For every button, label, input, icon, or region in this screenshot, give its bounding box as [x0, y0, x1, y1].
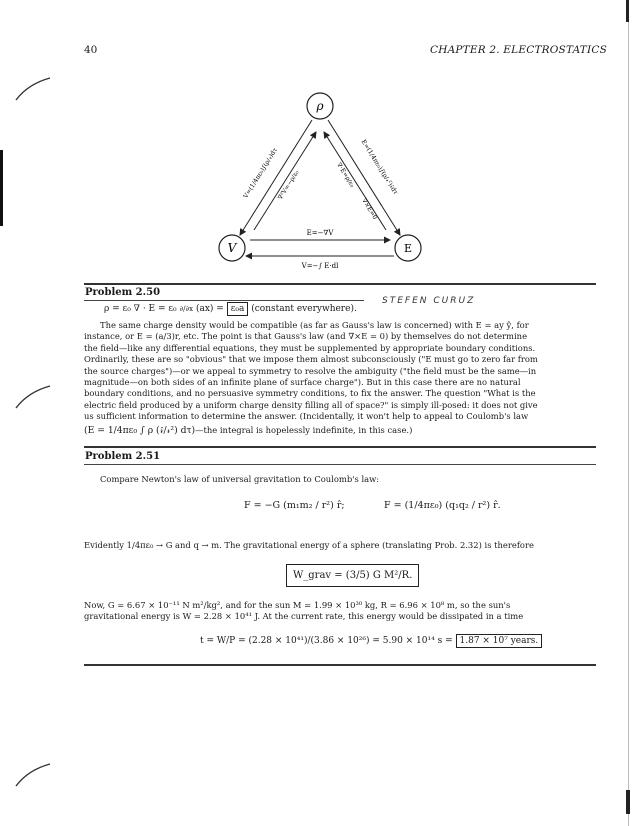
body-line: boundary conditions, and no persuasive symmetry conditions, to fix the answer. The question "What is the [84, 388, 536, 399]
body-line: magnitude—on both sides of an infinite plane of surface charge"). But in this case there are no natural [84, 377, 521, 388]
body-line: Now, G = 6.67 × 10⁻¹¹ N m²/kg², and for the sun M = 1.99 × 10³⁰ kg, R = 6.96 × 10⁸ m, so the sun's [84, 600, 511, 610]
body-last-line [84, 425, 596, 436]
problem-251-body [84, 600, 596, 623]
eq-boxed-answer: ε₀a [227, 302, 249, 316]
node-e-label: E [403, 242, 413, 255]
margin-mark-mid-left [14, 382, 54, 412]
arrow-rho-to-v [240, 120, 312, 235]
coulomb-law-equation: F = (1/4πε₀) (q₁q₂ / r²) r̂. [384, 500, 501, 511]
body-line: the field—like any differential equations, they must be supplemented by appropriate boundary conditions. [84, 342, 536, 353]
body-line: the source charges")—or we appeal to symmetry to resolve the ambiguity ("the field must be the same—in [84, 365, 537, 376]
chapter-heading: CHAPTER 2. ELECTROSTATICS [430, 44, 607, 56]
rule-problem-250-top [84, 283, 596, 285]
body-line: electric field produced by a uniform charge density filling all of space?" is simply ill-posed: it does not give [84, 399, 538, 410]
time-expression: t = W/P = (2.28 × 10⁴¹)/(3.86 × 10²⁶) = 5.90 × 10¹⁴ s = [200, 636, 453, 646]
margin-mark-top-left [14, 74, 54, 104]
label-poisson-equation: ∇²V=−ρ/ε₀ [277, 169, 301, 202]
rule-problem-250-bottom [84, 300, 364, 301]
problem-251-title: Problem 2.51 [85, 451, 161, 462]
node-rho-label: ρ [316, 99, 324, 113]
problem-250-body [84, 320, 596, 436]
handwritten-note: STEFEN CURUZ [382, 296, 476, 306]
label-e-from-rho-integral: E=(1/4πε₀)∫(ρ/𝓇²)𝓇̂dτ [359, 138, 399, 196]
body-line: gravitational energy is W = 2.28 × 10⁴¹ J. At the current rate, this energy would be dissipated in a time [84, 611, 524, 622]
label-curl-e-zero: ∇×E=0 [360, 197, 379, 221]
eq-mid: (ax) = [195, 304, 224, 314]
page-number: 40 [84, 44, 98, 56]
label-v-from-rho-integral: V=(1/4πε₀)∫(ρ/𝓇)dτ [242, 146, 280, 200]
last-line-text: —the integral is hopelessly indefinite, in this case.) [195, 424, 413, 435]
problem-250-title: Problem 2.50 [85, 287, 161, 298]
time-answer-box: 1.87 × 10⁷ years. [456, 634, 543, 648]
evidently-line: Evidently 1/4πε₀ → G and q → m. The gravitational energy of a sphere (translating Prob. 2.32) is therefore [84, 540, 534, 550]
gravitational-energy-box: W_grav = (3/5) G M²/R. [286, 564, 419, 587]
potential-triangle-diagram [210, 90, 430, 272]
coulomb-integral-formula: (E = 1/4πε₀ ∫ ρ (𝓇̂/𝓇²) dτ) [84, 424, 196, 436]
right-edge-tick-top [626, 0, 629, 22]
label-v-line-integral: V=−∫ E·dl [301, 262, 339, 270]
left-edge-bar [0, 150, 3, 226]
problem-251-intro: Compare Newton's law of universal gravitation to Coulomb's law: [100, 474, 380, 484]
time-equation [200, 636, 542, 646]
arrow-v-to-rho [254, 132, 316, 230]
body-line: Ordinarily, these are so "obvious" that we impose them almost subconsciously ("E must go to zero far from [84, 354, 538, 365]
body-line: The same charge density would be compatible (as far as Gauss's law is concerned) with E = ay ŷ, for [100, 320, 529, 330]
rule-problem-251-top [84, 446, 596, 448]
newton-law-equation: F = −G (m₁m₂ / r²) r̂; [244, 500, 345, 511]
label-e-equals-minus-grad-v: E=−∇V [306, 229, 334, 237]
right-edge-tick-bottom [626, 790, 630, 814]
body-line: us sufficient information to determine the answer. (Incidentally, it won't help to appeal to Coulomb's law [84, 411, 529, 422]
body-line: instance, or E = (a/3)r, etc. The point is that Gauss's law (and ∇×E = 0) by themselves do not determine [84, 331, 528, 342]
eq-lhs: ρ = ε₀ ∇ · E = ε₀ [104, 304, 177, 314]
rule-problem-251-bottom [84, 464, 596, 465]
margin-mark-bottom-left [14, 760, 54, 790]
rule-page-bottom [84, 664, 596, 666]
eq-deriv: ∂/∂x [179, 305, 194, 313]
eq-tail: (constant everywhere). [251, 304, 357, 314]
right-edge-line [628, 0, 629, 826]
problem-250-equation [104, 304, 357, 314]
label-divergence-e: ∇·E=ρ/ε₀ [335, 161, 356, 189]
node-v-label: V [227, 241, 237, 255]
